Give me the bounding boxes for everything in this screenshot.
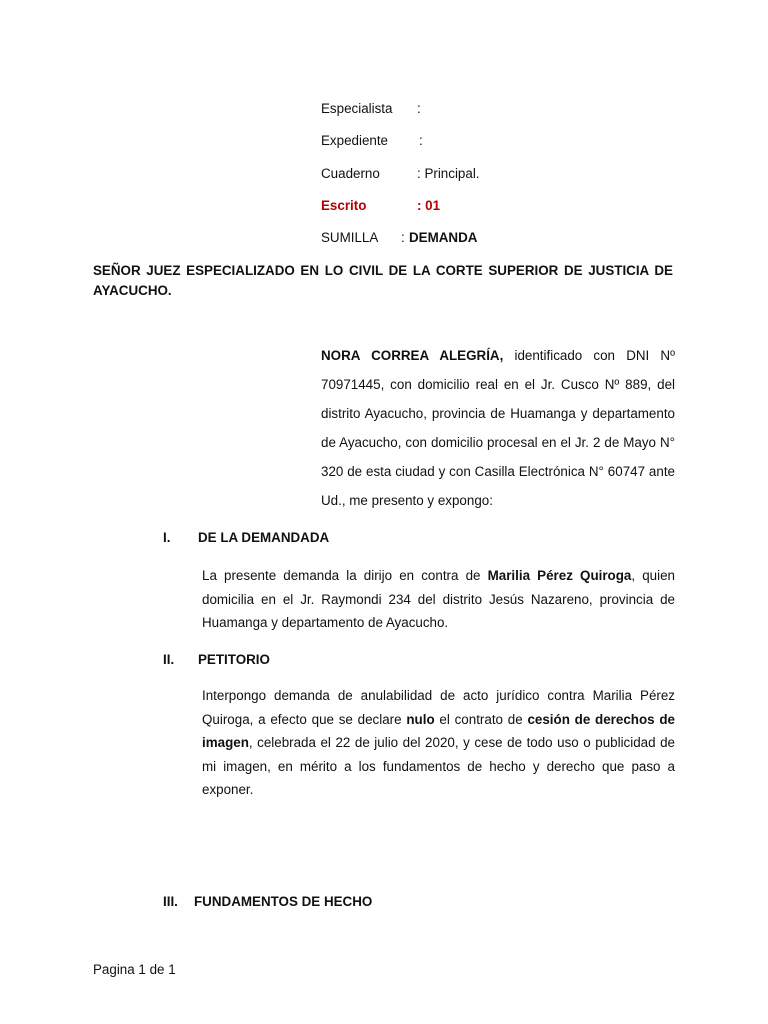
header-escrito (321, 196, 621, 216)
section-fundamentos-number: III. (163, 894, 178, 909)
demandada-text-1: La presente demanda la dirijo en contra de (202, 568, 488, 583)
party-introduction (321, 341, 675, 515)
especialista-value: : (417, 101, 421, 116)
petitorio-bold-nulo: nulo (406, 711, 435, 727)
expediente-label: Expediente (321, 133, 389, 148)
section-petitorio-title: PETITORIO (198, 652, 270, 667)
header-expediente (321, 131, 621, 151)
sumilla-label: SUMILLA (321, 230, 379, 245)
demandada-name: Marilia Pérez Quiroga (487, 568, 632, 583)
page-number-footer: Pagina 1 de 1 (93, 962, 176, 977)
cuaderno-label: Cuaderno (321, 166, 380, 181)
escrito-label: Escrito (321, 198, 367, 213)
sumilla-value: DEMANDA (409, 230, 478, 245)
expediente-value: : (419, 133, 423, 148)
section-demandada-title: DE LA DEMANDADA (198, 530, 330, 545)
court-address: SEÑOR JUEZ ESPECIALIZADO EN LO CIVIL DE LA CORTE SUPERIOR DE JUSTICIA DE AYACUCHO. (93, 263, 673, 298)
section-fundamentos-title: FUNDAMENTOS DE HECHO (194, 894, 373, 909)
demandada-text-2: , quien domicilia en el Jr. Raymondi 234 del distrito Jesús Nazareno, provincia de Huamanga y departamento de Ayacucho. (202, 568, 675, 630)
sumilla-colon: : (401, 230, 405, 245)
header-especialista (321, 99, 621, 119)
section-petitorio-number: II. (163, 652, 175, 667)
party-details: identificado con DNI Nº 70971445, con domicilio real en el Jr. Cusco Nº 889, del distrito Ayacucho, provincia de Huamanga y departamento de Ayacucho, con domicilio procesal en el Jr. 2 de Mayo N° 320 de esta ciudad y con Casilla Electrónica N° 60747 ante Ud., me presento y expongo: (321, 348, 675, 508)
party-name: NORA CORREA ALEGRÍA, (321, 348, 504, 363)
petitorio-text-2: el contrato de (434, 711, 528, 727)
header-cuaderno (321, 164, 621, 184)
petitorio-bold-cesion: cesión de derechos de imagen (202, 711, 676, 750)
header-sumilla (321, 228, 621, 248)
escrito-value: : 01 (417, 198, 441, 213)
cuaderno-value: : Principal. (417, 166, 480, 181)
section-demandada-paragraph (202, 564, 675, 635)
petitorio-text-3: , celebrada el 22 de julio del 2020, y cese de todo uso o publicidad de mi imagen, en mérito a los fundamentos de hecho y derecho que paso a exponer. (202, 735, 675, 797)
section-petitorio-paragraph (202, 684, 675, 802)
petitorio-text-1: Interpongo demanda de anulabilidad de acto jurídico contra Marilia Pérez Quiroga, a efecto que se declare (202, 688, 675, 727)
especialista-label: Especialista (321, 101, 393, 116)
section-demandada-number: I. (163, 530, 171, 545)
